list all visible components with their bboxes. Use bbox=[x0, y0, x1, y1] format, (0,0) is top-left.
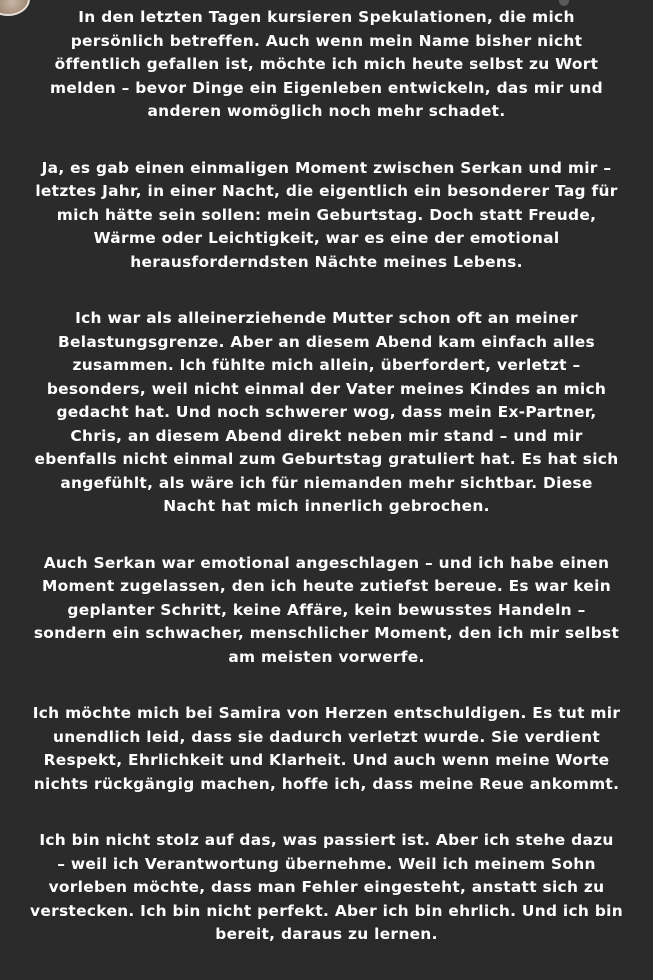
text-line: am meisten vorwerfe. bbox=[228, 647, 425, 666]
text-line: Ich möchte mich bei Samira von Herzen entschuldigen. Es tut mir bbox=[32, 704, 621, 722]
text-line: Nacht hat mich innerlich gebrochen. bbox=[163, 497, 490, 515]
text-line: mich hätte sein sollen: mein Geburtstag. Doch statt Freude, bbox=[56, 205, 597, 224]
text-line: zusammen. Ich fühlte mich allein, überfordert, verletzt – bbox=[72, 356, 581, 374]
text-line: gedacht hat. Und noch schwerer wog, dass mein Ex-Partner, bbox=[56, 403, 597, 421]
paragraph-4 bbox=[8, 552, 645, 670]
text-line: In den letzten Tagen kursieren Spekulationen, die mich bbox=[78, 8, 575, 26]
text-line: Belastungsgrenze. Aber an diesem Abend kam einfach alles bbox=[57, 332, 596, 351]
text-line: angefühlt, als wäre ich für niemanden mehr sichtbar. Diese bbox=[60, 473, 593, 492]
paragraph-6 bbox=[8, 829, 645, 947]
text-line: unendlich leid, dass sie dadurch verletzt wurde. Sie verdient bbox=[52, 727, 601, 746]
text-line: vorleben möchte, dass man Fehler eingesteht, anstatt sich zu bbox=[48, 878, 605, 896]
paragraph-1 bbox=[8, 6, 645, 124]
text-line: ebenfalls nicht einmal zum Geburtstag gratuliert hat. Es hat sich bbox=[34, 450, 619, 468]
text-line: verstecken. Ich bin nicht perfekt. Aber ich bin ehrlich. Und ich bin bbox=[30, 901, 623, 920]
text-line: letztes Jahr, in einer Nacht, die eigentlich ein besonderer Tag für bbox=[35, 182, 618, 200]
text-line: nichts rückgängig machen, hoffe ich, dass meine Reue ankommt. bbox=[33, 774, 620, 793]
text-line: – weil ich Verantwortung übernehme. Weil ich meinem Sohn bbox=[57, 854, 596, 873]
text-line: besonders, weil nicht einmal der Vater meines Kindes an mich bbox=[46, 379, 607, 398]
text-line: Chris, an diesem Abend direkt neben mir stand – und mir bbox=[70, 426, 583, 445]
text-line: bereit, daraus zu lernen. bbox=[215, 925, 438, 943]
text-line: Wärme oder Leichtigkeit, war es eine der emotional bbox=[93, 229, 560, 247]
text-line: Moment zugelassen, den ich heute zutiefst bereue. Es war kein bbox=[42, 577, 611, 595]
paragraph-5 bbox=[8, 702, 645, 796]
text-line: herausforderndsten Nächte meines Lebens. bbox=[130, 252, 523, 271]
text-line: öffentlich gefallen ist, möchte ich mich heute selbst zu Wort bbox=[54, 55, 599, 73]
text-line: persönlich betreffen. Auch wenn mein Name bisher nicht bbox=[70, 31, 583, 50]
paragraph-3 bbox=[8, 307, 645, 519]
text-line: sondern ein schwacher, menschlicher Moment, den ich mir selbst bbox=[33, 624, 620, 642]
text-line: Respekt, Ehrlichkeit und Klarheit. Und auch wenn meine Worte bbox=[43, 751, 610, 769]
paragraph-2 bbox=[8, 157, 645, 275]
text-line: Auch Serkan war emotional angeschlagen – und ich habe einen bbox=[43, 553, 610, 572]
text-line: Ja, es gab einen einmaligen Moment zwischen Serkan und mir – bbox=[41, 158, 612, 177]
text-line: geplanter Schritt, keine Affäre, kein bewusstes Handeln – bbox=[67, 600, 586, 619]
text-line: Ich war als alleinerziehende Mutter schon oft an meiner bbox=[75, 309, 578, 327]
text-line: melden – bevor Dinge ein Eigenleben entwickeln, das mir und bbox=[50, 78, 603, 97]
text-line: Ich bin nicht stolz auf das, was passiert ist. Aber ich stehe dazu bbox=[39, 831, 614, 849]
statement-text-block bbox=[8, 6, 645, 980]
text-line: anderen womöglich noch mehr schadet. bbox=[147, 102, 506, 120]
